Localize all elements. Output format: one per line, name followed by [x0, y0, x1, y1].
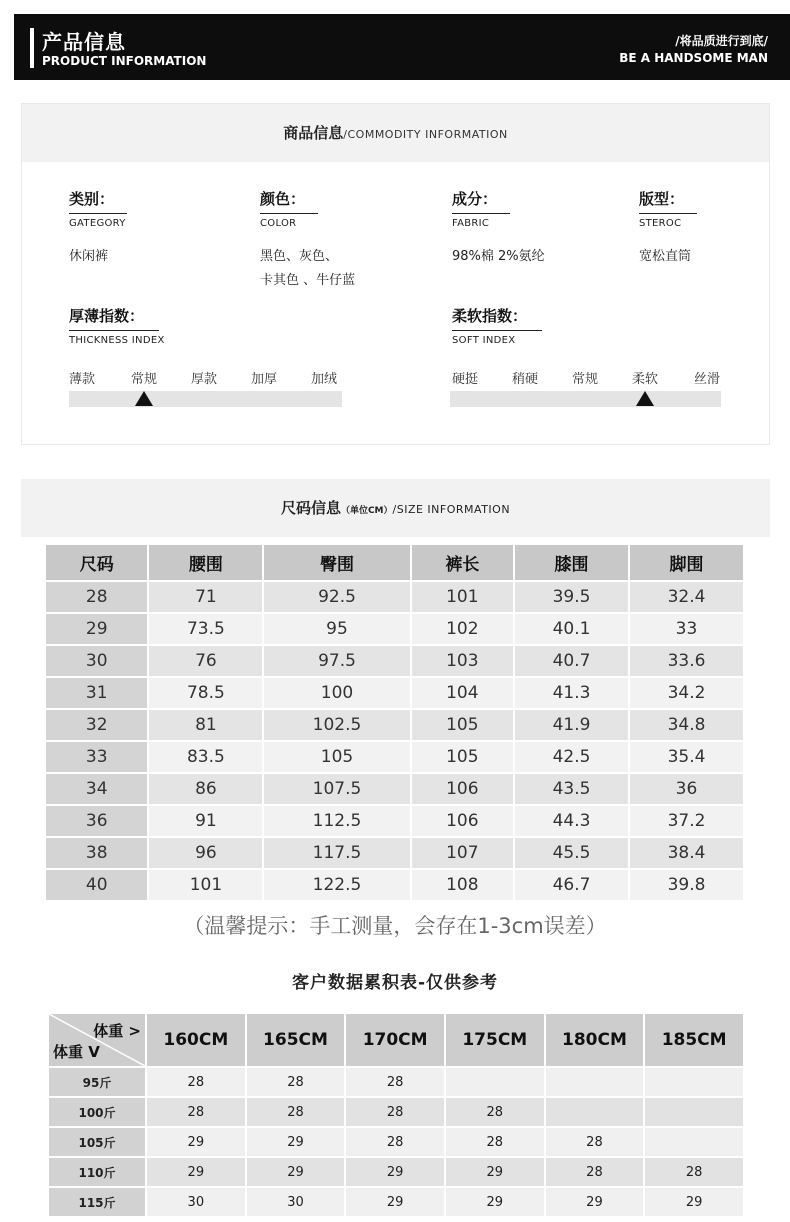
measurement-cell: 106 — [412, 774, 513, 804]
fabric-underline — [452, 213, 510, 214]
table-row — [46, 870, 743, 900]
recommended-size-cell: 28 — [147, 1068, 245, 1096]
weight-row-label: 100斤 — [49, 1098, 145, 1126]
thickness-attr — [69, 305, 165, 346]
measurement-cell: 37.2 — [630, 806, 743, 836]
thickness-label: 厚薄指数： — [69, 307, 145, 325]
table-row — [49, 1158, 743, 1186]
table-row — [46, 838, 743, 868]
height-col-header: 180CM — [546, 1014, 644, 1066]
table-row — [49, 1068, 743, 1096]
measurement-cell: 105 — [412, 710, 513, 740]
table-row — [49, 1098, 743, 1126]
size-table-header — [46, 545, 743, 580]
size-col-header: 脚围 — [630, 545, 743, 580]
thickness-scale — [69, 368, 344, 386]
measurement-cell: 33.6 — [630, 646, 743, 676]
measurement-cell: 96 — [149, 838, 262, 868]
table-row — [46, 646, 743, 676]
size-cell: 30 — [46, 646, 147, 676]
size-heading-unit: （单位CM） — [340, 506, 393, 516]
measurement-cell: 36 — [630, 774, 743, 804]
header-subtitle: PRODUCT INFORMATION — [42, 54, 207, 68]
recommended-size-cell: 28 — [446, 1098, 544, 1126]
recommended-size-cell: 28 — [346, 1068, 444, 1096]
table-row — [46, 678, 743, 708]
size-col-header: 裤长 — [412, 545, 513, 580]
measurement-cell: 38.4 — [630, 838, 743, 868]
weight-row-label: 115斤 — [49, 1188, 145, 1216]
measurement-cell: 112.5 — [264, 806, 409, 836]
softness-option: 硬挺 — [452, 372, 479, 387]
commodity-heading — [22, 104, 769, 162]
measurement-cell: 33 — [630, 614, 743, 644]
measurement-cell: 35.4 — [630, 742, 743, 772]
measurement-cell: 91 — [149, 806, 262, 836]
recommended-size-cell: 29 — [247, 1158, 345, 1186]
softness-option: 柔软 — [632, 372, 659, 387]
measurement-cell: 102 — [412, 614, 513, 644]
table-row — [46, 806, 743, 836]
softness-option: 常规 — [572, 372, 599, 387]
thickness-track — [69, 391, 342, 407]
softness-attr — [452, 305, 542, 346]
recommended-size-cell: 29 — [446, 1158, 544, 1186]
measurement-cell: 44.3 — [515, 806, 628, 836]
recommended-size-cell: 29 — [446, 1188, 544, 1216]
commodity-heading-cn: 商品信息 — [283, 124, 344, 142]
category-underline — [69, 213, 127, 214]
fabric-attr — [452, 188, 545, 269]
recommended-size-cell: 28 — [546, 1158, 644, 1186]
recommended-size-cell: 29 — [147, 1158, 245, 1186]
measurement-cell: 101 — [412, 582, 513, 612]
size-cell: 29 — [46, 614, 147, 644]
size-heading — [21, 479, 770, 537]
fit-value: 宽松直筒 — [639, 249, 692, 264]
reference-table-header — [49, 1014, 743, 1066]
thickness-option: 常规 — [131, 372, 158, 387]
recommended-size-cell — [446, 1068, 544, 1096]
softness-label: 柔软指数： — [452, 307, 528, 325]
category-label-en: GATEGORY — [69, 218, 126, 229]
thickness-option: 加绒 — [311, 372, 338, 387]
measurement-cell: 34.2 — [630, 678, 743, 708]
thickness-label-en: THICKNESS INDEX — [69, 335, 165, 346]
commodity-heading-en: /COMMODITY INFORMATION — [343, 128, 508, 141]
page-header — [14, 14, 790, 80]
measurement-cell: 103 — [412, 646, 513, 676]
corner-label-top: 体重 > — [93, 1022, 141, 1040]
recommended-size-cell: 28 — [645, 1158, 743, 1186]
size-heading-en: /SIZE INFORMATION — [392, 503, 511, 516]
height-col-header: 185CM — [645, 1014, 743, 1066]
reference-title: 客户数据累积表-仅供参考 — [291, 973, 499, 993]
size-cell: 36 — [46, 806, 147, 836]
size-cell: 32 — [46, 710, 147, 740]
fit-attr — [639, 188, 697, 269]
height-col-header: 175CM — [446, 1014, 544, 1066]
fabric-value: 98%棉 2%氨纶 — [452, 249, 545, 264]
color-value-line2: 卡其色 、牛仔蓝 — [260, 273, 356, 288]
weight-row-label: 95斤 — [49, 1068, 145, 1096]
softness-track — [450, 391, 721, 407]
measurement-cell: 100 — [264, 678, 409, 708]
recommended-size-cell: 28 — [546, 1128, 644, 1156]
reference-corner-cell — [49, 1014, 145, 1066]
measurement-cell: 76 — [149, 646, 262, 676]
recommended-size-cell: 29 — [546, 1188, 644, 1216]
header-slogan: /将品质进行到底/ — [675, 34, 768, 48]
color-label: 颜色： — [260, 190, 306, 208]
thickness-option: 厚款 — [191, 372, 218, 387]
measurement-cell: 41.3 — [515, 678, 628, 708]
recommended-size-cell: 29 — [147, 1128, 245, 1156]
measurement-cell: 40.1 — [515, 614, 628, 644]
size-cell: 33 — [46, 742, 147, 772]
measurement-cell: 40.7 — [515, 646, 628, 676]
measurement-cell: 42.5 — [515, 742, 628, 772]
recommended-size-cell — [546, 1068, 644, 1096]
color-underline — [260, 213, 318, 214]
recommended-size-cell: 30 — [147, 1188, 245, 1216]
category-attr — [69, 188, 127, 269]
size-cell: 34 — [46, 774, 147, 804]
table-row — [46, 614, 743, 644]
measurement-cell: 81 — [149, 710, 262, 740]
measurement-cell: 73.5 — [149, 614, 262, 644]
measurement-cell: 101 — [149, 870, 262, 900]
size-col-header: 尺码 — [46, 545, 147, 580]
measurement-cell: 105 — [412, 742, 513, 772]
fabric-label-en: FABRIC — [452, 218, 490, 229]
measurement-cell: 122.5 — [264, 870, 409, 900]
table-row — [46, 774, 743, 804]
fabric-label: 成分： — [452, 190, 498, 208]
recommended-size-cell: 29 — [346, 1188, 444, 1216]
thickness-underline — [69, 330, 159, 331]
size-col-header: 膝围 — [515, 545, 628, 580]
measurement-cell: 78.5 — [149, 678, 262, 708]
recommended-size-cell: 28 — [247, 1098, 345, 1126]
weight-row-label: 110斤 — [49, 1158, 145, 1186]
color-label-en: COLOR — [260, 218, 297, 229]
softness-option: 稍硬 — [512, 372, 539, 387]
reference-table — [47, 1012, 745, 1218]
size-col-header: 腰围 — [149, 545, 262, 580]
fit-underline — [639, 213, 697, 214]
table-row — [46, 742, 743, 772]
softness-marker-icon — [636, 391, 654, 406]
measurement-cell: 107 — [412, 838, 513, 868]
recommended-size-cell — [546, 1098, 644, 1126]
measurement-cell: 32.4 — [630, 582, 743, 612]
weight-row-label: 105斤 — [49, 1128, 145, 1156]
table-row — [46, 582, 743, 612]
size-cell: 31 — [46, 678, 147, 708]
category-value: 休闲裤 — [69, 249, 109, 264]
measurement-cell: 104 — [412, 678, 513, 708]
thickness-option: 薄款 — [69, 372, 96, 387]
recommended-size-cell: 28 — [147, 1098, 245, 1126]
recommended-size-cell: 28 — [247, 1068, 345, 1096]
size-cell: 40 — [46, 870, 147, 900]
size-cell: 38 — [46, 838, 147, 868]
softness-label-en: SOFT INDEX — [452, 335, 516, 346]
measurement-cell: 39.8 — [630, 870, 743, 900]
measurement-cell: 97.5 — [264, 646, 409, 676]
recommended-size-cell: 30 — [247, 1188, 345, 1216]
measurement-cell: 117.5 — [264, 838, 409, 868]
header-accent-bar — [30, 28, 34, 68]
measurement-cell: 92.5 — [264, 582, 409, 612]
recommended-size-cell — [645, 1068, 743, 1096]
recommended-size-cell — [645, 1128, 743, 1156]
height-col-header: 165CM — [247, 1014, 345, 1066]
measurement-cell: 107.5 — [264, 774, 409, 804]
measurement-cell: 105 — [264, 742, 409, 772]
measurement-cell: 46.7 — [515, 870, 628, 900]
height-col-header: 170CM — [346, 1014, 444, 1066]
measurement-cell: 83.5 — [149, 742, 262, 772]
recommended-size-cell — [645, 1098, 743, 1126]
fit-label-en: STEROC — [639, 218, 682, 229]
height-col-header: 160CM — [147, 1014, 245, 1066]
softness-scale — [452, 368, 727, 386]
measurement-cell: 39.5 — [515, 582, 628, 612]
recommended-size-cell: 29 — [247, 1128, 345, 1156]
header-slogan-en: BE A HANDSOME MAN — [619, 51, 768, 65]
recommended-size-cell: 29 — [346, 1158, 444, 1186]
recommended-size-cell: 28 — [346, 1098, 444, 1126]
measurement-cell: 86 — [149, 774, 262, 804]
size-col-header: 臀围 — [264, 545, 409, 580]
measurement-cell: 41.9 — [515, 710, 628, 740]
measurement-cell: 34.8 — [630, 710, 743, 740]
color-value — [260, 245, 355, 293]
measurement-cell: 95 — [264, 614, 409, 644]
size-cell: 28 — [46, 582, 147, 612]
measurement-cell: 106 — [412, 806, 513, 836]
measurement-note: （温馨提示：手工测量，会存在1-3cm误差） — [183, 914, 607, 938]
table-row — [49, 1188, 743, 1216]
measurement-cell: 108 — [412, 870, 513, 900]
color-value-line1: 黑色、灰色、 — [260, 249, 339, 264]
size-table — [44, 543, 745, 902]
recommended-size-cell: 28 — [346, 1128, 444, 1156]
measurement-cell: 71 — [149, 582, 262, 612]
corner-label-bottom: 体重 V — [53, 1043, 100, 1061]
table-row — [46, 710, 743, 740]
thickness-marker-icon — [135, 391, 153, 406]
softness-option: 丝滑 — [694, 372, 721, 387]
recommended-size-cell: 29 — [645, 1188, 743, 1216]
size-heading-cn: 尺码信息 — [280, 499, 341, 517]
thickness-option: 加厚 — [251, 372, 278, 387]
category-label: 类别： — [69, 190, 115, 208]
measurement-cell: 102.5 — [264, 710, 409, 740]
color-attr — [260, 188, 355, 293]
fit-label: 版型： — [639, 190, 685, 208]
measurement-cell: 43.5 — [515, 774, 628, 804]
softness-underline — [452, 330, 542, 331]
table-row — [49, 1128, 743, 1156]
commodity-panel — [21, 103, 770, 445]
header-title: 产品信息 — [42, 30, 126, 54]
recommended-size-cell: 28 — [446, 1128, 544, 1156]
measurement-cell: 45.5 — [515, 838, 628, 868]
